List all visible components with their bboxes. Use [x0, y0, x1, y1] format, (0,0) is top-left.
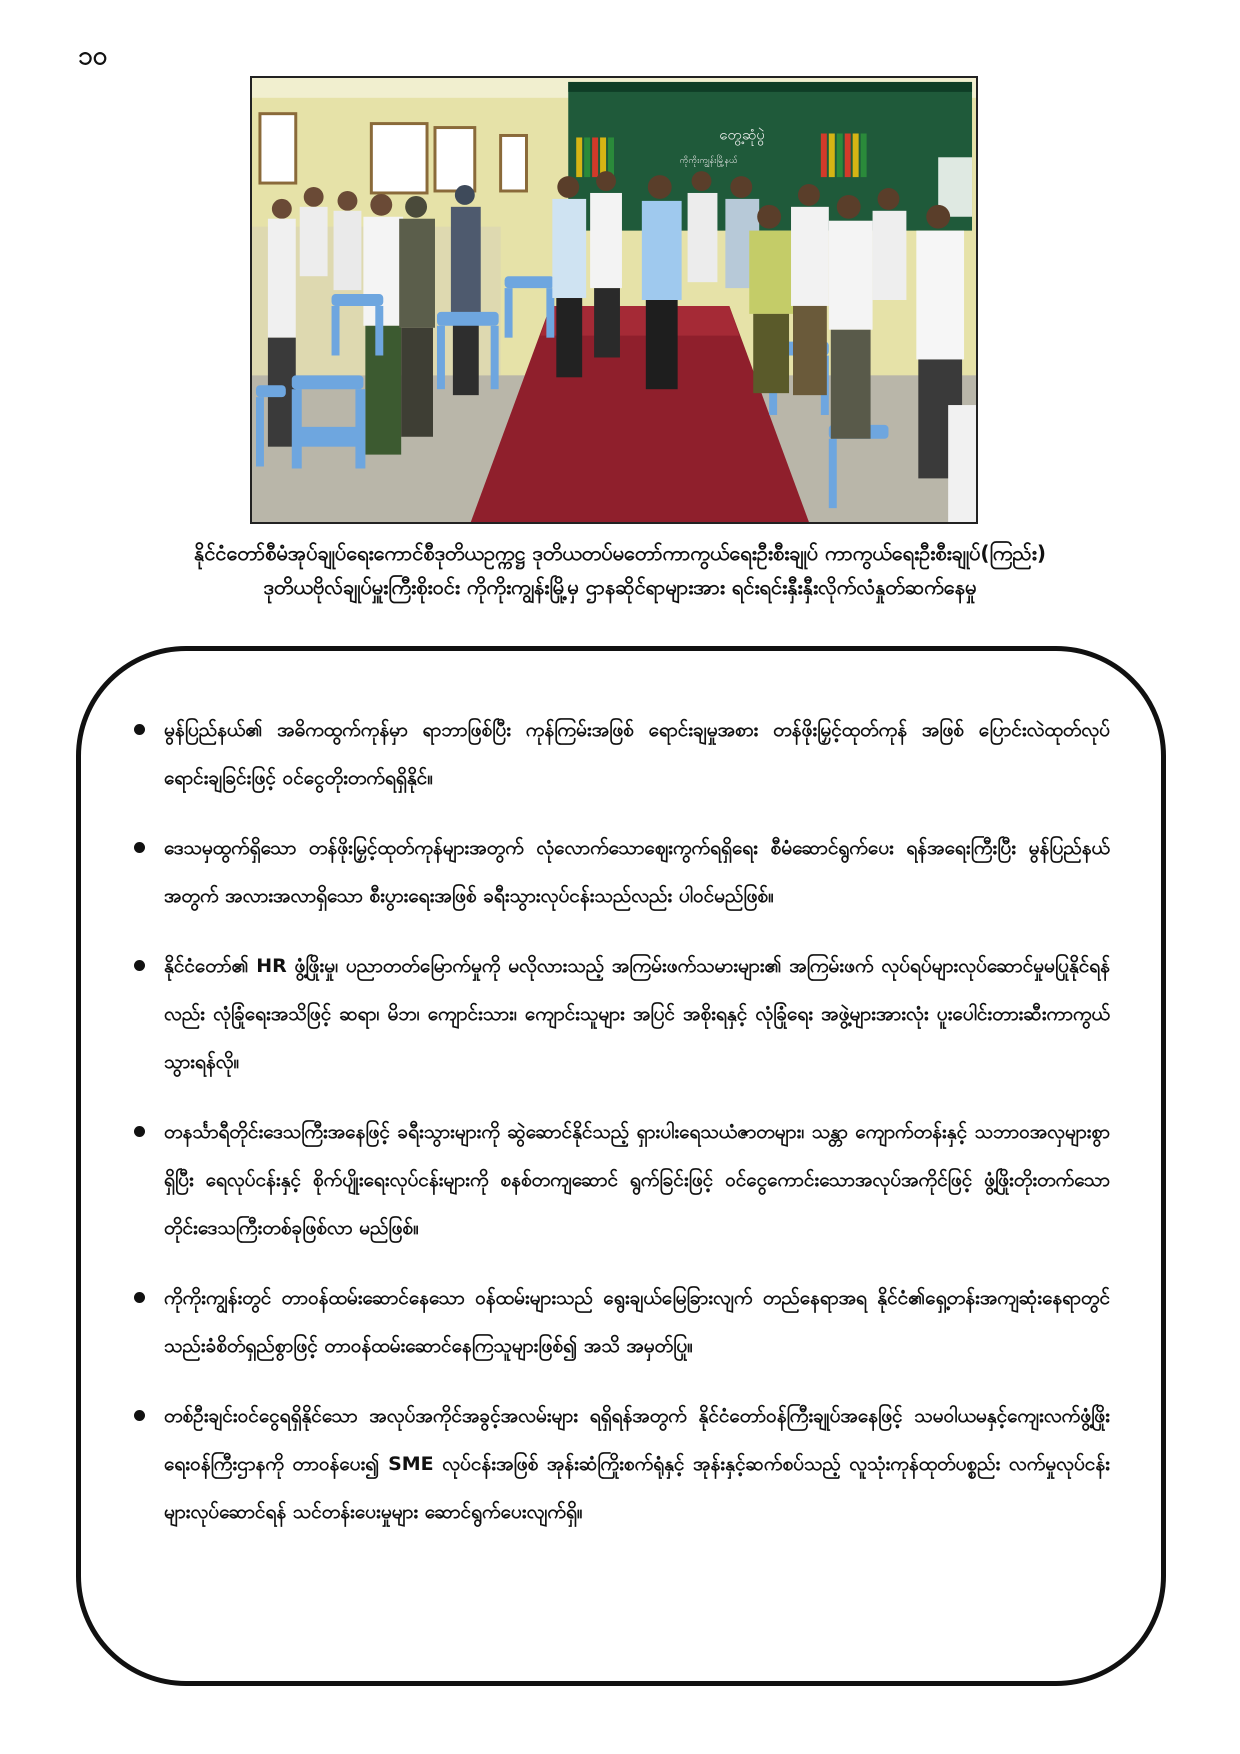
bullet-dot-icon	[134, 842, 145, 853]
bullet-item	[130, 942, 1110, 1086]
caption-line-2: ဒုတိယဗိုလ်ချုပ်မှူးကြီးစိုးဝင်း ကိုကိုးကျွန်းမြို့မှ ဌာနဆိုင်ရာများအား ရင်းရင်းနှီးနှီးလိုက်လံနှုတ်ဆက်နေမှု	[263, 575, 977, 599]
bullet-dot-icon	[134, 1410, 145, 1421]
bullet-dot-icon	[134, 724, 145, 735]
bullet-item	[130, 1274, 1110, 1370]
bullet-item	[130, 1108, 1110, 1252]
page-number: ၁၀	[78, 41, 108, 71]
event-photo	[250, 76, 978, 524]
bullet-text: တနင်္သာရီတိုင်းဒေသကြီးအနေဖြင့် ခရီးသွားများကို ဆွဲဆောင်နိုင်သည့် ရှားပါးရေသယံဇာတများ၊ သန္တာ ကျောက်တန်းနှင့် သဘာဝအလှများစွာရှိပြီး ရေလုပ်ငန်းနှင့် စိုက်ပျိုးရေးလုပ်ငန်းများကို စနစ်တကျဆောင် ရွက်ခြင်းဖြင့် ဝင်ငွေကောင်းသောအလုပ်အကိုင်ဖြင့် ဖွံ့ဖြိုးတိုးတက်သော တိုင်းဒေသကြီးတစ်ခုဖြစ်လာ မည်ဖြစ်။	[164, 1121, 1110, 1239]
photo-caption	[80, 536, 1160, 604]
bullet-text: တစ်ဦးချင်းဝင်ငွေရရှိနိုင်သော အလုပ်အကိုင်အခွင့်အလမ်းများ ရရှိရန်အတွက် နိုင်ငံတော်ဝန်ကြီးချုပ်အနေဖြင့် သမဝါယမနှင့်ကျေးလက်ဖွံ့ဖြိုးရေးဝန်ကြီးဌာနကို တာဝန်ပေး၍ SME လုပ်ငန်းအဖြစ် အုန်းဆံကြိုးစက်ရုံနှင့် အုန်းနှင့်ဆက်စပ်သည့် လူသုံးကုန်ထုတ်ပစ္စည်း လက်မှုလုပ်ငန်းများလုပ်ဆောင်ရန် သင်တန်းပေးမှုများ ဆောင်ရွက်ပေးလျက်ရှိ။	[164, 1405, 1110, 1523]
bullet-item	[130, 1392, 1110, 1536]
bullet-text: နိုင်ငံတော်၏ HR ဖွံ့ဖြိုးမှု၊ ပညာတတ်မြောက်မှုကို မလိုလားသည့် အကြမ်းဖက်သမားများ၏ အကြမ်းဖက် လုပ်ရပ်များလုပ်ဆောင်မှုမပြုနိုင်ရန်လည်း လုံခြုံရေးအသိဖြင့် ဆရာ၊ မိဘ၊ ကျောင်းသား၊ ကျောင်းသူများ အပြင် အစိုးရနှင့် လုံခြုံရေး အဖွဲ့များအားလုံး ပူးပေါင်းတားဆီးကာကွယ်သွားရန်လို။	[164, 955, 1110, 1073]
bullet-text: ကိုကိုးကျွန်းတွင် တာဝန်ထမ်းဆောင်နေသော ဝန်ထမ်းများသည် ရွေးချယ်မြေခြားလျက် တည်နေရာအရ နိုင်ငံ၏ရှေ့တန်းအကျဆုံးနေရာတွင် သည်းခံစိတ်ရှည်စွာဖြင့် တာဝန်ထမ်းဆောင်နေကြသူများဖြစ်၍ အသိ အမှတ်ပြု။	[164, 1287, 1110, 1357]
caption-line-1: နိုင်ငံတော်စီမံအုပ်ချုပ်ရေးကောင်စီဒုတိယဥက္ကဋ္ဌ ဒုတိယတပ်မတော်ကာကွယ်ရေးဦးစီးချုပ် ကာကွယ်ရေးဦးစီးချုပ်(ကြည်း)	[194, 541, 1046, 565]
bullet-item	[130, 706, 1110, 802]
bullet-dot-icon	[134, 1292, 145, 1303]
bullet-item	[130, 824, 1110, 920]
bullet-list	[130, 706, 1110, 1558]
banner-text: တွေ့ဆုံပွဲ	[719, 125, 765, 144]
flags-left	[576, 137, 614, 177]
event-photo-illustration	[252, 78, 976, 522]
banner-subtext: ကိုကိုးကျွန်းမြို့နယ်	[679, 156, 738, 167]
bullet-text: ဒေသမှထွက်ရှိသော တန်ဖိုးမြှင့်ထုတ်ကုန်များအတွက် လုံလောက်သောဈေးကွက်ရရှိရေး စီမံဆောင်ရွက်ပေး ရန်အရေးကြီးပြီး မွန်ပြည်နယ်အတွက် အလားအလာရှိသော စီးပွားရေးအဖြစ် ခရီးသွားလုပ်ငန်းသည်လည်း ပါဝင်မည်ဖြစ်။	[164, 837, 1110, 907]
bullet-text: မွန်ပြည်နယ်၏ အဓိကထွက်ကုန်မှာ ရာဘာဖြစ်ပြီး ကုန်ကြမ်းအဖြစ် ရောင်းချမှုအစား တန်ဖိုးမြှင့်ထုတ်ကုန် အဖြစ် ပြောင်းလဲထုတ်လုပ်ရောင်းချခြင်းဖြင့် ဝင်ငွေတိုးတက်ရရှိနိုင်။	[164, 719, 1110, 789]
bullet-dot-icon	[134, 1126, 145, 1137]
bullet-dot-icon	[134, 960, 145, 971]
